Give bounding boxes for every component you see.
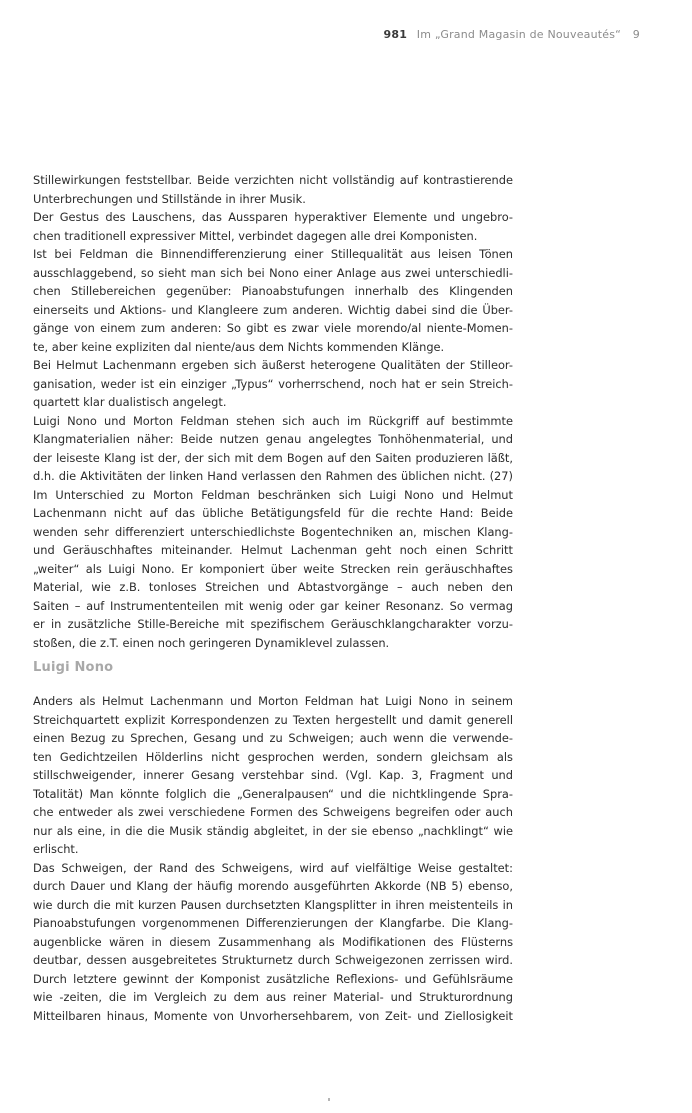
text-line: Anders als Helmut Lachenmann und Morton Feldman hat Luigi Nono in seinem bbox=[33, 694, 513, 708]
running-title: Im „Grand Magasin de Nouveautés“ bbox=[416, 28, 622, 41]
text-line: der leiseste Klang ist der, der sich mit dem Bogen auf den Saiten produzieren läßt, bbox=[33, 450, 513, 465]
text-line: wenden sehr differenziert unterschiedlichste Bogentechniken an, mischen Klang- bbox=[33, 524, 513, 539]
text-line: Durch letztere gewinnt der Komponist zusätzliche Reflexions- und Gefühlsräume bbox=[33, 971, 513, 986]
text-line: Ist bei Feldman die Binnendifferenzierung einer Stillequalität aus leisen Tönen bbox=[33, 247, 513, 261]
text-line: augenblicke wären in diesem Zusammenhang als Modifikationen des Flüsterns bbox=[33, 934, 513, 949]
body-text-bottom bbox=[33, 692, 513, 1025]
text-line: Lachenmann nicht auf das übliche Betätigungsfeld für die rechte Hand: Beide bbox=[33, 506, 513, 520]
text-line: Klangmaterialien näher: Beide nutzen genau angelegtes Tonhöhenmaterial, und bbox=[33, 432, 513, 446]
text-line: Streichquartett explizit Korrespondenzen zu Texten hergestellt und damit generell bbox=[33, 712, 513, 727]
text-line: er in zusätzliche Stille-Bereiche mit spezifischem Geräuschklangcharakter vorzu- bbox=[33, 617, 513, 631]
text-line: Der Gestus des Lauschens, das Aussparen hyperaktiver Elemente und ungebro- bbox=[33, 210, 513, 224]
text-line: Pianoabstufungen vorgenommenen Differenzierungen der Klangfarbe. Die Klang- bbox=[33, 916, 513, 930]
text-line: Unterbrechungen und Stillstände in ihrer Musik. bbox=[33, 191, 306, 206]
text-line: erlischt. bbox=[33, 842, 79, 856]
text-line: nur als eine, in die die Musik ständig abgleitet, in der sie ebenso „nachklingt“ wie bbox=[33, 823, 513, 838]
text-line: Saiten – auf Instrumententeilen mit wenig oder gar keiner Resonanz. So vermag bbox=[33, 598, 513, 613]
text-line: Im Unterschied zu Morton Feldman beschränken sich Luigi Nono und Helmut bbox=[33, 487, 513, 502]
text-line: einen Bezug zu Sprechen, Gesang und zu Schweigen; auch wenn die verwende- bbox=[33, 731, 513, 745]
text-line: deutbar, dessen ausgebreitetes Strukturnetz durch Schweigezonen zerrissen wird. bbox=[33, 953, 513, 967]
text-line: quartett klar dualistisch angelegt. bbox=[33, 395, 227, 409]
text-line: stillschweigender, innerer Gesang verstehbar sind. (Vgl. Kap. 3, Fragment und bbox=[33, 768, 513, 782]
text-line: chen Stillebereichen gegenüber: Pianoabstufungen innerhalb des Klingenden bbox=[33, 284, 513, 298]
text-line: und Geräuschhaftes miteinander. Helmut Lachenman geht noch einen Schritt bbox=[33, 543, 513, 557]
text-line: ganisation, weder ist ein einziger „Typus“ vorherrschend, noch hat er sein Streich- bbox=[33, 376, 513, 391]
text-line: einerseits und Aktions- und Klangleere zum anderen. Wichtig dabei sind die Über- bbox=[33, 302, 513, 317]
text-line: Stillewirkungen feststellbar. Beide verzichten nicht vollständig auf kontrastierende bbox=[33, 173, 513, 187]
running-header bbox=[384, 28, 640, 44]
text-line: Bei Helmut Lachenmann ergeben sich äußerst heterogene Qualitäten der Stilleor- bbox=[33, 358, 513, 372]
text-line: d.h. die Aktivitäten der linken Hand verlassen den Rahmen des üblichen nicht. (27) bbox=[33, 469, 513, 483]
text-line: te, aber keine expliziten dal niente/aus dem Nichts kommenden Klänge. bbox=[33, 339, 445, 354]
scan-speck bbox=[328, 1098, 330, 1101]
text-line: ten Gedichtzeilen Hölderlins nicht gesprochen werden, sondern gleichsam als bbox=[33, 749, 513, 764]
text-line: che entweder als zwei verschiedene Formen des Schweigens begreifen oder auch bbox=[33, 805, 513, 819]
text-line: gänge von einem zum anderen: So gibt es zwar viele morendo/al niente-Momen- bbox=[33, 321, 513, 335]
body-text-top bbox=[33, 171, 513, 652]
text-line: Luigi Nono und Morton Feldman stehen sich auch im Rückgriff auf bestimmte bbox=[33, 413, 513, 428]
text-line: chen traditionell expressiver Mittel, verbindet dagegen alle drei Komponisten. bbox=[33, 228, 478, 243]
text-line: ausschlaggebend, so sieht man sich bei Nono einer Anlage aus zwei unterschiedli- bbox=[33, 265, 513, 280]
text-line: Totalität) Man könnte folglich die „Generalpausen“ und die nichtklingende Spra- bbox=[33, 786, 513, 801]
text-line: stoßen, die z.T. einen noch geringeren Dynamiklevel zulassen. bbox=[33, 635, 390, 650]
text-line: Das Schweigen, der Rand des Schweigens, wird auf vielfältige Weise gestaltet: bbox=[33, 860, 513, 875]
section-heading: Luigi Nono bbox=[33, 660, 114, 675]
text-line: Mitteilbaren hinaus, Momente von Unvorhersehbarem, von Zeit- und Ziellosigkeit bbox=[33, 1008, 513, 1023]
text-line: Material, wie z.B. tonloses Streichen und Abtastvorgänge – auch neben den bbox=[33, 580, 513, 594]
text-line: „weiter“ als Luigi Nono. Er komponiert über weite Strecken rein geräuschhaftes bbox=[33, 561, 513, 576]
page-number: 981 bbox=[383, 28, 408, 41]
text-line: wie durch die mit kurzen Pausen durchsetzten Klangsplitter in ihren meistenteils in bbox=[33, 897, 513, 912]
folio-number: 9 bbox=[632, 28, 640, 41]
text-line: durch Dauer und Klang der häufig morendo ausgeführten Akkorde (NB 5) ebenso, bbox=[33, 879, 513, 893]
text-line: wie -zeiten, die im Vergleich zu dem aus reiner Material- und Strukturordnung bbox=[33, 990, 513, 1004]
